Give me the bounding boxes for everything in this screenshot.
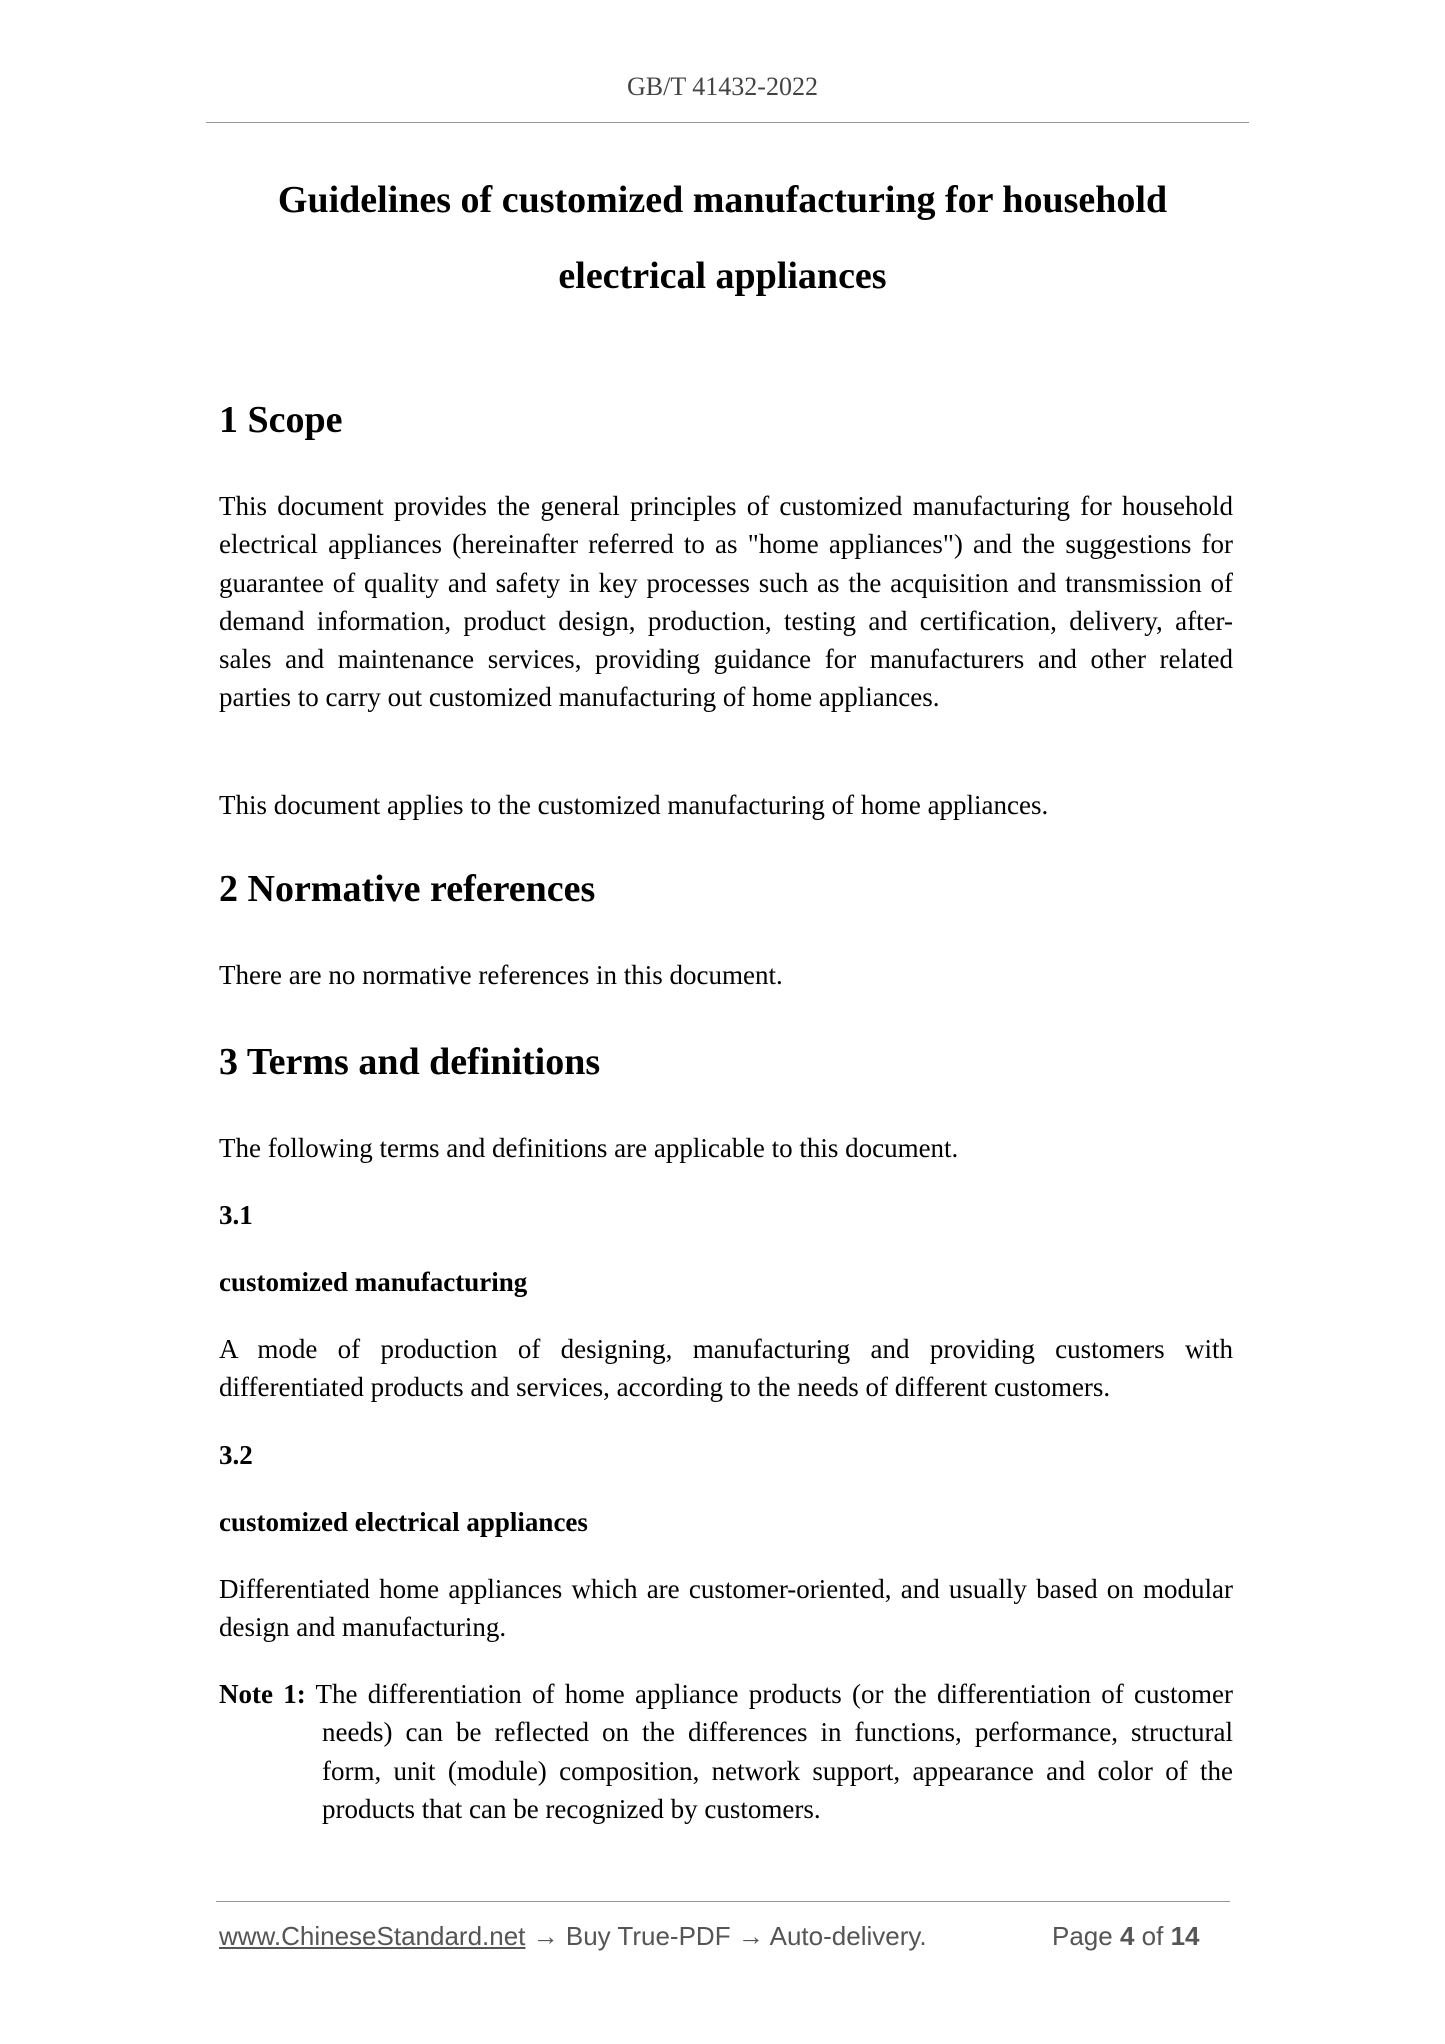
page-total: 14 — [1170, 1921, 1200, 1951]
page-word: Page — [1052, 1921, 1113, 1951]
term-3-1-name-block — [219, 1263, 1233, 1301]
note-text: The differentiation of home appliance products (or the differentiation of customer needs) can be reflected on the differences in functions, performance, structural form, unit (module) composition, network support, appearance and color of the products that can be recognized by customers. — [315, 1679, 1234, 1824]
term-3-2-number: 3.2 — [219, 1440, 253, 1470]
title-line-2: electrical appliances — [558, 255, 887, 297]
note-label: Note 1: — [219, 1679, 306, 1709]
website-link[interactable]: www.ChineseStandard.net — [219, 1921, 526, 1951]
scope-paragraph-2-block — [219, 786, 1233, 824]
of-word: of — [1141, 1921, 1164, 1951]
term-3-2-definition-block — [219, 1570, 1233, 1647]
section-heading-scope — [219, 397, 1233, 443]
scope-paragraph-1-block — [219, 487, 1233, 717]
document-title — [160, 162, 1285, 314]
term-3-2-number-block — [219, 1436, 1233, 1474]
heading-scope: 1 Scope — [219, 399, 343, 441]
heading-terms-definitions: 3 Terms and definitions — [219, 1041, 601, 1083]
term-3-1-number-block — [219, 1196, 1233, 1234]
term-3-1-definition: A mode of production of designing, manufacturing and providing customers with differentiated products and services, according to the needs of different customers. — [219, 1334, 1233, 1403]
normative-paragraph: There are no normative references in this document. — [219, 960, 783, 990]
page-number: 4 — [1119, 1921, 1135, 1951]
title-line-1: Guidelines of customized manufacturing for household — [277, 179, 1168, 221]
term-3-2-name-block — [219, 1503, 1233, 1541]
terms-intro: The following terms and definitions are applicable to this document. — [219, 1133, 959, 1163]
section-heading-normative — [219, 866, 1233, 912]
footer-promo — [219, 1921, 927, 1952]
term-3-1-number: 3.1 — [219, 1200, 253, 1230]
heading-normative-references: 2 Normative references — [219, 868, 596, 910]
arrow-right-icon: → — [737, 1921, 764, 1951]
term-3-1-definition-block — [219, 1330, 1233, 1407]
normative-paragraph-block — [219, 956, 1233, 994]
page-indicator — [1052, 1921, 1200, 1952]
standard-code-header: GB/T 41432-2022 — [627, 72, 818, 101]
term-3-2-name: customized electrical appliances — [219, 1507, 588, 1537]
arrow-right-icon: → — [532, 1921, 559, 1951]
note-1 — [219, 1675, 1233, 1828]
section-heading-terms — [219, 1039, 1233, 1085]
terms-intro-block — [219, 1129, 1233, 1167]
scope-paragraph-2: This document applies to the customized manufacturing of home appliances. — [219, 790, 1049, 820]
delivery-text: Auto-delivery. — [769, 1921, 927, 1951]
scope-paragraph-1: This document provides the general principles of customized manufacturing for household electrical appliances (hereinafter referred to as "home appliances") and the suggestions for guarantee of quality and safety in key processes such as the acquisition and transmission of demand information, product design, production, testing and certification, delivery, after-sales and maintenance services, providing guidance for manufacturers and other related parties to carry out customized manufacturing of home appliances. — [219, 491, 1233, 713]
term-3-2-definition: Differentiated home appliances which are customer-oriented, and usually based on modular design and manufacturing. — [219, 1574, 1233, 1643]
term-3-1-name: customized manufacturing — [219, 1267, 528, 1297]
footer-divider — [216, 1901, 1230, 1902]
header-divider — [206, 122, 1249, 123]
buy-text: Buy True-PDF — [565, 1921, 731, 1951]
